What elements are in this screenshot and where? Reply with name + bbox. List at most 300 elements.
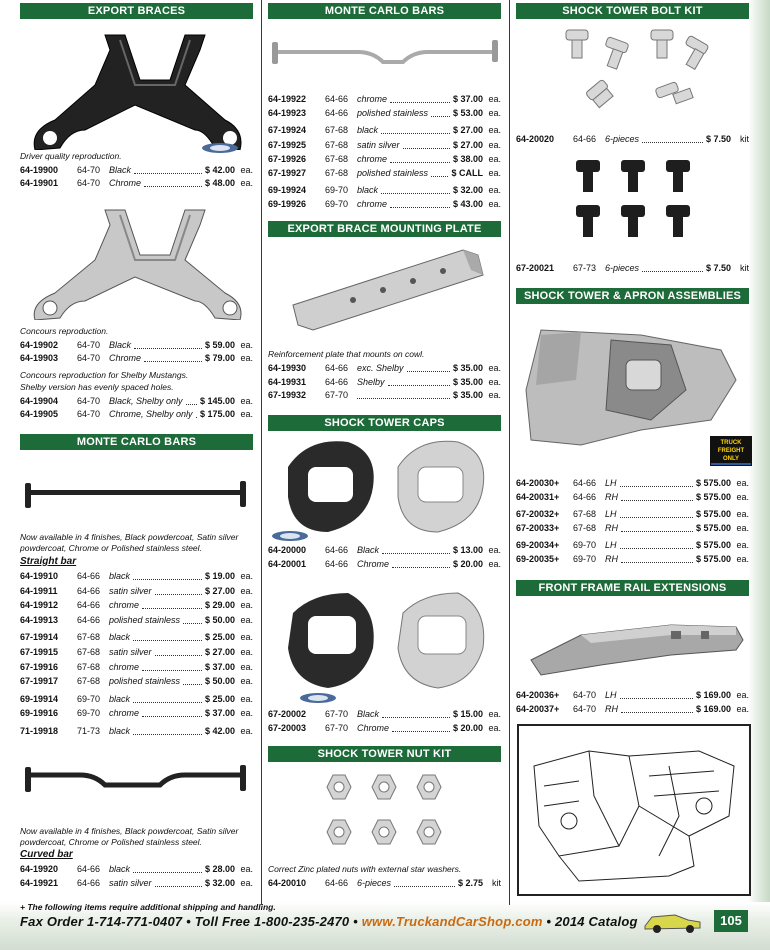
unit: ea. bbox=[240, 409, 253, 419]
year-range: 69-70 bbox=[573, 554, 597, 564]
description: LH bbox=[605, 478, 617, 488]
year-range: 64-66 bbox=[573, 478, 597, 488]
column-divider bbox=[261, 0, 262, 905]
price: $ 175.00 bbox=[199, 409, 235, 419]
price: $ 35.00 bbox=[452, 390, 483, 400]
year-range: 64-66 bbox=[325, 94, 349, 104]
section-title-nut-kit: SHOCK TOWER NUT KIT bbox=[268, 746, 501, 762]
price-row bbox=[20, 863, 253, 875]
unit: ea. bbox=[736, 704, 749, 714]
price-row bbox=[20, 164, 253, 176]
dot-leader bbox=[394, 874, 455, 887]
description: satin silver bbox=[109, 585, 152, 596]
price: $ 53.00 bbox=[452, 108, 483, 119]
part-number: 64-19930 bbox=[268, 363, 307, 373]
dot-leader bbox=[392, 555, 450, 568]
year-range: 67-68 bbox=[325, 125, 349, 136]
separator: • bbox=[186, 914, 195, 929]
description: Chrome bbox=[109, 178, 142, 188]
unit: ea. bbox=[240, 632, 253, 643]
part-number: 64-20001 bbox=[268, 559, 307, 569]
year-range: 67-68 bbox=[77, 632, 101, 643]
dot-leader bbox=[388, 373, 450, 386]
part-number: 64-20037+ bbox=[516, 704, 560, 714]
section-title-mount-plate: EXPORT BRACE MOUNTING PLATE bbox=[268, 221, 501, 237]
price: $ 20.00 bbox=[452, 559, 483, 569]
price-row bbox=[20, 675, 253, 687]
dot-leader bbox=[186, 392, 197, 405]
description: RH bbox=[605, 704, 618, 714]
part-number: 67-19925 bbox=[268, 139, 307, 150]
description: polished stainless bbox=[109, 614, 181, 625]
unit: ea. bbox=[488, 376, 501, 387]
badge-text: TRUCK FREIGHT ONLY bbox=[711, 437, 751, 463]
price-row bbox=[268, 722, 501, 734]
note: Now available in 4 finishes, Black powdercoat, Satin silver powdercoat, Chrome or Polished stainless steel. bbox=[20, 532, 239, 553]
unit: ea. bbox=[240, 726, 253, 736]
dot-leader bbox=[133, 628, 202, 641]
price: $ 50.00 bbox=[204, 614, 235, 625]
year-range: 67-73 bbox=[573, 263, 597, 273]
price: $ 15.00 bbox=[452, 709, 483, 719]
shock-tower-apron-image bbox=[521, 320, 746, 455]
description: Chrome bbox=[357, 559, 390, 569]
part-number: 67-20032+ bbox=[516, 509, 560, 519]
price: $ 42.00 bbox=[204, 165, 235, 175]
year-range: 64-70 bbox=[77, 353, 101, 363]
year-range: 64-66 bbox=[573, 492, 597, 502]
year-range: 67-68 bbox=[77, 676, 101, 687]
description: chrome bbox=[109, 600, 140, 611]
dot-leader bbox=[144, 174, 202, 187]
description: LH bbox=[605, 690, 617, 700]
dot-leader bbox=[431, 164, 448, 177]
price-row bbox=[268, 107, 501, 119]
description: satin silver bbox=[357, 139, 400, 150]
price-row bbox=[268, 184, 501, 196]
price: $ 32.00 bbox=[204, 878, 235, 888]
dot-leader bbox=[620, 505, 693, 518]
price-row bbox=[516, 553, 749, 565]
section-title-monte-carlo: MONTE CARLO BARS bbox=[268, 3, 501, 19]
dot-leader bbox=[620, 536, 693, 549]
unit: ea. bbox=[488, 559, 501, 569]
unit: ea. bbox=[736, 523, 749, 533]
price: $ 43.00 bbox=[452, 199, 483, 210]
price-row bbox=[20, 693, 253, 705]
price-row bbox=[20, 599, 253, 611]
rail-diagram-image bbox=[519, 726, 749, 894]
price: $ 27.00 bbox=[452, 125, 483, 136]
price-table bbox=[20, 164, 253, 190]
footer-note: + The following items require additional shipping and handling. bbox=[20, 902, 276, 912]
year-range: 64-70 bbox=[77, 165, 101, 175]
part-number: 64-20030+ bbox=[516, 478, 560, 488]
unit: ea. bbox=[488, 139, 501, 150]
description: black bbox=[109, 726, 131, 736]
part-number: 69-19916 bbox=[20, 708, 59, 719]
year-range: 69-70 bbox=[325, 185, 349, 196]
note: Driver quality reproduction. bbox=[20, 151, 122, 161]
year-range: 67-68 bbox=[573, 509, 597, 519]
price-table bbox=[20, 339, 253, 365]
price-row bbox=[516, 703, 749, 715]
part-number: 67-19917 bbox=[20, 676, 59, 687]
note: Now available in 4 finishes, Black powdercoat, Satin silver powdercoat, Chrome or Polished stainless steel. bbox=[20, 826, 239, 847]
footer-contact bbox=[20, 914, 638, 929]
price-table bbox=[20, 863, 253, 891]
price-row bbox=[20, 707, 253, 719]
shock-tower-bolts-black-image bbox=[566, 155, 706, 250]
unit: ea. bbox=[736, 554, 749, 564]
part-number: 64-19911 bbox=[20, 585, 58, 596]
part-number: 67-20002 bbox=[268, 709, 307, 719]
note: Correct Zinc plated nuts with external star washers. bbox=[268, 864, 462, 874]
price-row bbox=[516, 262, 749, 274]
unit: ea. bbox=[240, 353, 253, 363]
dot-leader bbox=[621, 700, 693, 713]
year-range: 67-70 bbox=[325, 709, 349, 719]
year-range: 64-66 bbox=[77, 864, 101, 874]
year-range: 67-70 bbox=[325, 390, 349, 400]
note: Concours reproduction. bbox=[20, 326, 109, 336]
description: exc. Shelby bbox=[357, 363, 404, 373]
section-title-export-braces: EXPORT BRACES bbox=[20, 3, 253, 19]
description: black bbox=[109, 571, 131, 581]
price: $ 38.00 bbox=[452, 153, 483, 164]
price: $ 42.00 bbox=[204, 726, 235, 736]
part-number: 69-19914 bbox=[20, 693, 59, 704]
unit: kit bbox=[740, 134, 749, 144]
part-number: 64-19903 bbox=[20, 353, 59, 363]
unit: ea. bbox=[240, 585, 253, 596]
description: RH bbox=[605, 554, 618, 564]
unit: ea. bbox=[240, 693, 253, 704]
price: $ 37.00 bbox=[452, 94, 483, 104]
price-row bbox=[268, 139, 501, 151]
part-number: 64-19902 bbox=[20, 340, 59, 350]
car-icon bbox=[640, 908, 705, 934]
unit: ea. bbox=[240, 614, 253, 625]
price-row bbox=[20, 352, 253, 364]
section-title-shock-tower-caps: SHOCK TOWER CAPS bbox=[268, 415, 501, 431]
price-row bbox=[20, 631, 253, 643]
price-row bbox=[20, 177, 253, 189]
dot-leader bbox=[621, 550, 693, 563]
year-range: 64-70 bbox=[573, 704, 597, 714]
unit: kit bbox=[740, 263, 749, 273]
price: $ 25.00 bbox=[204, 693, 235, 704]
unit: ea. bbox=[736, 478, 749, 488]
description: RH bbox=[605, 492, 618, 502]
price: $ 35.00 bbox=[452, 376, 483, 387]
year-range: 64-66 bbox=[325, 108, 349, 119]
note: Shelby version has evenly spaced holes. bbox=[20, 382, 174, 392]
unit: ea. bbox=[488, 125, 501, 136]
price: $ 27.00 bbox=[204, 647, 235, 657]
price: $ 575.00 bbox=[695, 509, 731, 519]
mounting-plate-image bbox=[283, 245, 493, 335]
year-range: 64-66 bbox=[77, 878, 101, 888]
description: LH bbox=[605, 540, 617, 550]
description: Black, Shelby only bbox=[109, 396, 183, 406]
price: $ 59.00 bbox=[204, 340, 235, 350]
section-title-monte-carlo: MONTE CARLO BARS bbox=[20, 434, 253, 450]
section-title-rail-extensions: FRONT FRAME RAIL EXTENSIONS bbox=[516, 580, 749, 596]
price-row bbox=[268, 362, 501, 374]
oval-logo bbox=[270, 530, 310, 542]
price: $ 20.00 bbox=[452, 723, 483, 733]
year-range: 67-68 bbox=[77, 647, 101, 657]
part-number: 67-19924 bbox=[268, 125, 307, 136]
year-range: 64-70 bbox=[77, 178, 101, 188]
price-row bbox=[516, 133, 749, 145]
year-range: 64-66 bbox=[573, 134, 597, 144]
price-table bbox=[20, 395, 253, 421]
description: 6-pieces bbox=[605, 263, 640, 273]
dot-leader bbox=[382, 541, 450, 554]
year-range: 64-70 bbox=[77, 340, 101, 350]
price: $ 27.00 bbox=[204, 585, 235, 596]
price-table bbox=[268, 93, 501, 211]
price-row bbox=[20, 725, 253, 737]
year-range: 67-68 bbox=[325, 139, 349, 150]
part-number: 64-20031+ bbox=[516, 492, 560, 502]
page-edge-tint bbox=[748, 0, 770, 950]
price-table bbox=[268, 362, 501, 402]
price: $ 37.00 bbox=[204, 708, 235, 719]
unit: ea. bbox=[240, 661, 253, 672]
price: $ CALL bbox=[451, 168, 483, 178]
unit: ea. bbox=[736, 509, 749, 519]
dot-leader bbox=[621, 488, 693, 501]
year-range: 71-73 bbox=[77, 726, 101, 736]
part-number: 64-20010 bbox=[268, 878, 307, 888]
dot-leader bbox=[155, 643, 202, 656]
dot-leader bbox=[642, 130, 703, 143]
part-number: 64-19921 bbox=[20, 878, 59, 888]
part-number: 67-19915 bbox=[20, 647, 59, 657]
separator: • bbox=[353, 914, 362, 929]
year-range: 64-66 bbox=[325, 363, 349, 373]
curved-bar-image bbox=[20, 760, 250, 800]
dot-leader bbox=[392, 719, 450, 732]
part-number: 64-20036+ bbox=[516, 690, 560, 700]
year-range: 64-70 bbox=[77, 409, 101, 419]
section-title-bolt-kit: SHOCK TOWER BOLT KIT bbox=[516, 3, 749, 19]
dot-leader bbox=[390, 150, 450, 163]
dot-leader bbox=[620, 686, 693, 699]
note: Reinforcement plate that mounts on cowl. bbox=[268, 349, 425, 359]
description: black bbox=[109, 693, 131, 704]
description: satin silver bbox=[109, 647, 152, 657]
description: satin silver bbox=[109, 878, 152, 888]
dot-leader bbox=[196, 405, 197, 418]
year-range: 64-66 bbox=[325, 559, 349, 569]
unit: kit bbox=[492, 878, 501, 888]
price: $ 169.00 bbox=[695, 690, 731, 700]
page-number: 105 bbox=[714, 910, 748, 932]
price-row bbox=[268, 544, 501, 556]
price-row bbox=[268, 389, 501, 401]
price: $ 19.00 bbox=[204, 571, 235, 581]
price-table bbox=[516, 477, 749, 567]
price: $ 37.00 bbox=[204, 661, 235, 672]
unit: ea. bbox=[736, 540, 749, 550]
dot-leader bbox=[183, 672, 202, 685]
part-number: 67-20003 bbox=[268, 723, 307, 733]
description: polished stainless bbox=[357, 108, 429, 119]
price: $ 575.00 bbox=[695, 554, 731, 564]
dot-leader bbox=[144, 349, 202, 362]
unit: ea. bbox=[488, 108, 501, 119]
part-number: 67-19927 bbox=[268, 168, 307, 178]
dot-leader bbox=[390, 195, 450, 208]
unit: ea. bbox=[240, 340, 253, 350]
part-number: 64-19912 bbox=[20, 600, 59, 611]
dot-leader bbox=[403, 136, 450, 149]
price: $ 145.00 bbox=[199, 396, 235, 406]
dot-leader bbox=[183, 611, 202, 624]
year-range: 64-70 bbox=[77, 396, 101, 406]
year-range: 67-68 bbox=[325, 153, 349, 164]
shock-tower-bolts-chrome-image bbox=[556, 25, 716, 120]
part-number: 64-19900 bbox=[20, 165, 59, 175]
dot-leader bbox=[155, 874, 202, 887]
description: Black bbox=[109, 165, 132, 175]
price-row bbox=[20, 614, 253, 626]
dot-leader bbox=[382, 705, 450, 718]
price-row bbox=[268, 124, 501, 136]
description: Black bbox=[357, 709, 380, 719]
year-range: 67-68 bbox=[77, 661, 101, 672]
year-range: 64-66 bbox=[325, 545, 349, 555]
part-number: 67-19916 bbox=[20, 661, 59, 672]
part-number: 71-19918 bbox=[20, 726, 59, 736]
price: $ 575.00 bbox=[695, 492, 731, 502]
unit: ea. bbox=[240, 600, 253, 611]
year-range: 69-70 bbox=[325, 199, 349, 210]
year-range: 69-70 bbox=[77, 708, 101, 719]
price-row bbox=[20, 661, 253, 673]
description: chrome bbox=[109, 708, 140, 719]
unit: ea. bbox=[240, 708, 253, 719]
description: Chrome bbox=[357, 723, 390, 733]
subheading: Straight bar bbox=[20, 556, 77, 567]
part-number: 64-19913 bbox=[20, 614, 59, 625]
dot-leader bbox=[133, 860, 202, 873]
part-number: 64-19920 bbox=[20, 864, 59, 874]
price-row bbox=[516, 491, 749, 503]
dot-leader bbox=[133, 567, 202, 580]
dot-leader bbox=[381, 121, 450, 134]
price: $ 7.50 bbox=[705, 263, 731, 273]
price-row bbox=[268, 167, 501, 179]
unit: ea. bbox=[736, 690, 749, 700]
price-table bbox=[516, 689, 749, 717]
price-row bbox=[20, 408, 253, 420]
description: chrome bbox=[109, 661, 140, 672]
description: black bbox=[109, 632, 131, 643]
price-row bbox=[268, 153, 501, 165]
year-range: 67-68 bbox=[325, 168, 349, 178]
price: $ 79.00 bbox=[204, 353, 235, 363]
description: polished stainless bbox=[357, 168, 429, 178]
truck-freight-badge bbox=[710, 436, 752, 466]
dot-leader bbox=[381, 181, 450, 194]
frame-rail-image bbox=[521, 605, 746, 680]
description: LH bbox=[605, 509, 617, 519]
description: chrome bbox=[357, 153, 388, 164]
unit: ea. bbox=[488, 723, 501, 733]
year-range: 64-66 bbox=[77, 585, 101, 596]
price-table bbox=[268, 544, 501, 572]
description: Chrome bbox=[109, 353, 142, 363]
price-row bbox=[268, 558, 501, 570]
part-number: 67-20033+ bbox=[516, 523, 560, 533]
unit: ea. bbox=[240, 178, 253, 188]
price-table bbox=[268, 708, 501, 736]
subheading: Curved bar bbox=[20, 849, 73, 860]
dot-leader bbox=[431, 104, 450, 117]
price-row bbox=[268, 877, 501, 889]
export-brace-chrome-image bbox=[25, 205, 250, 320]
unit: ea. bbox=[240, 165, 253, 175]
dot-leader bbox=[134, 161, 202, 174]
year-range: 64-66 bbox=[77, 600, 101, 611]
dot-leader bbox=[642, 259, 703, 272]
price: $ 29.00 bbox=[204, 600, 235, 611]
part-number: 67-20021 bbox=[516, 263, 555, 273]
price-row bbox=[516, 522, 749, 534]
unit: ea. bbox=[736, 492, 749, 502]
year-range: 64-66 bbox=[77, 614, 101, 625]
straight-bar-image bbox=[20, 475, 250, 515]
dot-leader bbox=[133, 690, 202, 703]
price: $ 13.00 bbox=[452, 545, 483, 555]
oval-logo bbox=[298, 692, 338, 704]
catalog-year: 2014 Catalog bbox=[555, 914, 638, 929]
part-number: 64-20000 bbox=[268, 545, 307, 555]
price-row bbox=[20, 877, 253, 889]
price: $ 32.00 bbox=[452, 185, 483, 196]
part-number: 64-19931 bbox=[268, 376, 307, 387]
unit: ea. bbox=[488, 168, 501, 178]
part-number: 69-19924 bbox=[268, 185, 307, 196]
part-number: 64-19901 bbox=[20, 178, 59, 188]
dot-leader bbox=[390, 90, 450, 103]
year-range: 64-70 bbox=[573, 690, 597, 700]
price-row bbox=[20, 339, 253, 351]
price-table bbox=[516, 262, 749, 276]
description: black bbox=[357, 185, 379, 196]
year-range: 67-70 bbox=[325, 723, 349, 733]
year-range: 64-66 bbox=[325, 878, 349, 888]
price: $ 7.50 bbox=[705, 134, 731, 144]
price-table bbox=[268, 877, 501, 891]
year-range: 64-66 bbox=[325, 376, 349, 387]
price: $ 27.00 bbox=[452, 139, 483, 150]
description: chrome bbox=[357, 94, 388, 104]
year-range: 69-70 bbox=[77, 693, 101, 704]
unit: ea. bbox=[240, 647, 253, 657]
unit: ea. bbox=[488, 545, 501, 555]
unit: ea. bbox=[488, 709, 501, 719]
separator: • bbox=[546, 914, 555, 929]
price: $ 48.00 bbox=[204, 178, 235, 188]
part-number: 67-19914 bbox=[20, 632, 59, 643]
website-link[interactable]: www.TruckandCarShop.com bbox=[361, 914, 543, 929]
